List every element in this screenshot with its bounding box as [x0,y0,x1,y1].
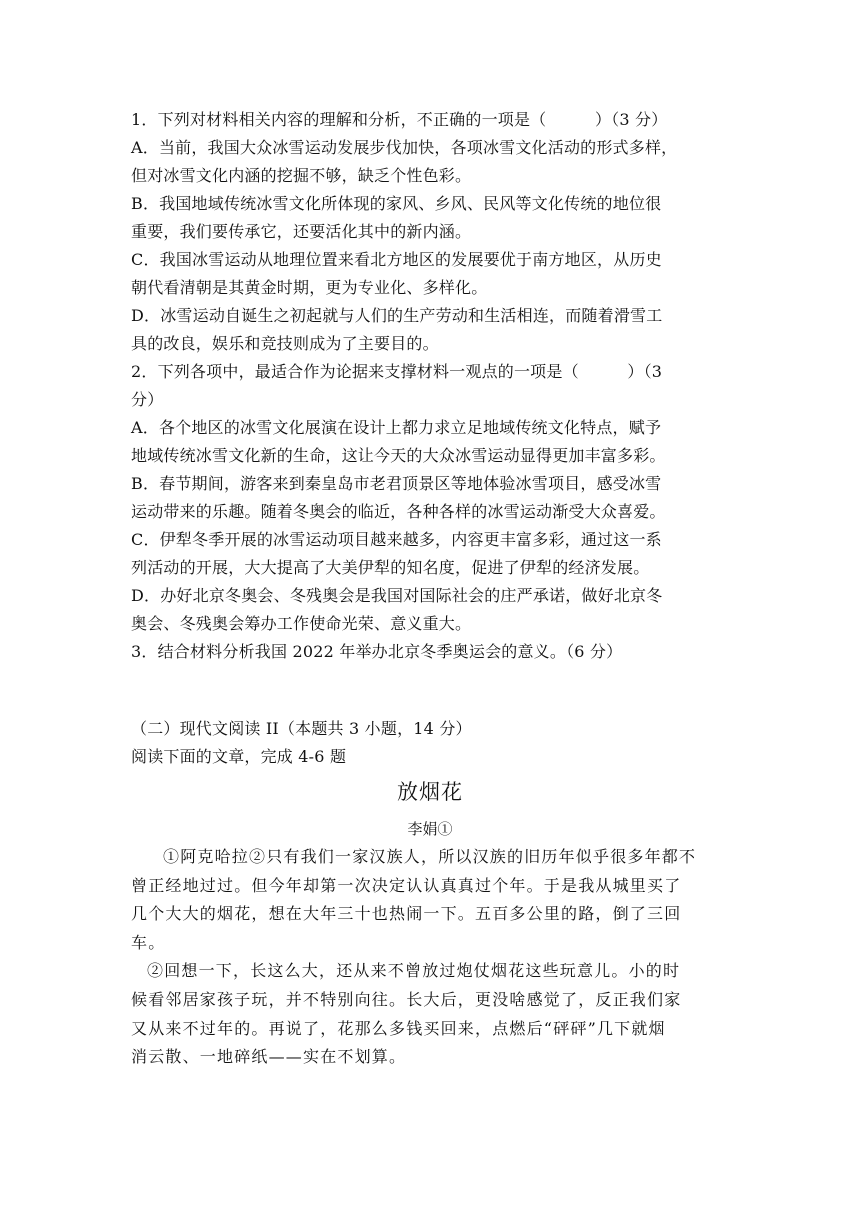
question-3-stem: 3．结合材料分析我国 2022 年举办北京冬季奥运会的意义。（6 分） [131,642,623,661]
question-2-option-b: B．春节期间，游客来到秦皇岛市老君顶景区等地体验冰雪项目，感受冰雪 [131,474,662,493]
essay-paragraph-2-line: 消云散、一地碎纸——实在不划算。 [131,1047,407,1067]
question-1-option-a-cont: 但对冰雪文化内涵的挖掘不够，缺乏个性色彩。 [131,166,472,185]
question-1-option-c-cont: 朝代看清朝是其黄金时期，更为专业化、多样化。 [131,278,488,297]
essay-author: 李娟① [407,820,453,838]
essay-paragraph-1-line: 几个大大的烟花，想在大年三十也热闹一下。五百多公里的路，倒了三回 [131,904,682,924]
question-2-option-d-cont: 奥会、冬残奥会筹办工作使命光荣、意义重大。 [131,614,472,633]
section-2-instruction: 阅读下面的文章，完成 4-6 题 [131,747,347,766]
essay-paragraph-2-line: 又从来不过年的。再说了，花那么多钱买回来，点燃后“砰砰”几下就烟 [131,1018,666,1038]
question-2-stem: 2．下列各项中，最适合作为论据来支撑材料一观点的一项是（ ）（3 [131,362,663,381]
question-2-option-a-cont: 地域传统冰雪文化新的生命，这让今天的大众冰雪运动显得更加丰富多彩。 [131,446,666,465]
question-2-option-d: D．办好北京冬奥会、冬残奥会是我国对国际社会的庄严承诺，做好北京冬 [131,586,663,605]
essay-paragraph-1-line: 曾正经地过过。但今年却第一次决定认认真真过个年。于是我从城里买了 [131,875,682,895]
essay-paragraph-1-line: ①阿克哈拉②只有我们一家汉族人，所以汉族的旧历年似乎很多年都不 [163,847,697,866]
section-2-header [131,715,731,771]
question-2-option-c-cont: 列活动的开展，大大提高了大美伊犁的知名度，促进了伊犁的经济发展。 [131,558,650,577]
question-2-option-b-cont: 运动带来的乐趣。随着冬奥会的临近，各种各样的冰雪运动渐受大众喜爱。 [131,502,666,521]
question-2-option-a: A．各个地区的冰雪文化展演在设计上都力求立足地域传统文化特点，赋予 [131,418,662,437]
question-1-option-b: B．我国地域传统冰雪文化所体现的家风、乡风、民风等文化传统的地位很 [131,194,662,213]
question-1-option-a: A．当前，我国大众冰雪运动发展步伐加快，各项冰雪文化活动的形式多样， [131,138,678,157]
question-1-option-c: C．我国冰雪运动从地理位置来看北方地区的发展要优于南方地区，从历史 [131,250,662,269]
question-2-option-c: C．伊犁冬季开展的冰雪运动项目越来越多，内容更丰富多彩，通过这一系 [131,530,662,549]
essay-title: 放烟花 [397,780,463,804]
essay-paragraph-1-line: 车。 [131,932,166,952]
essay-paragraph-2-line: ②回想一下，长这么大，还从来不曾放过炮仗烟花这些玩意儿。小的时 [147,961,681,981]
essay-body [131,843,731,1072]
questions-block [131,106,731,666]
question-1-option-b-cont: 重要，我们要传承它，还要活化其中的新内涵。 [131,222,472,241]
question-1-option-d-cont: 具的改良，娱乐和竞技则成为了主要目的。 [131,334,439,353]
question-1-option-d: D．冰雪运动自诞生之初起就与人们的生产劳动和生活相连，而随着滑雪工 [131,306,663,325]
section-2-heading: （二）现代文阅读 II（本题共 3 小题，14 分） [131,719,472,738]
essay-paragraph-2-line: 候看邻居家孩子玩，并不特别向往。长大后，更没啥感觉了，反正我们家 [131,989,682,1009]
question-1-stem: 1．下列对材料相关内容的理解和分析，不正确的一项是（ ）（3 分） [131,110,668,129]
question-2-stem-cont: 分） [131,390,164,409]
